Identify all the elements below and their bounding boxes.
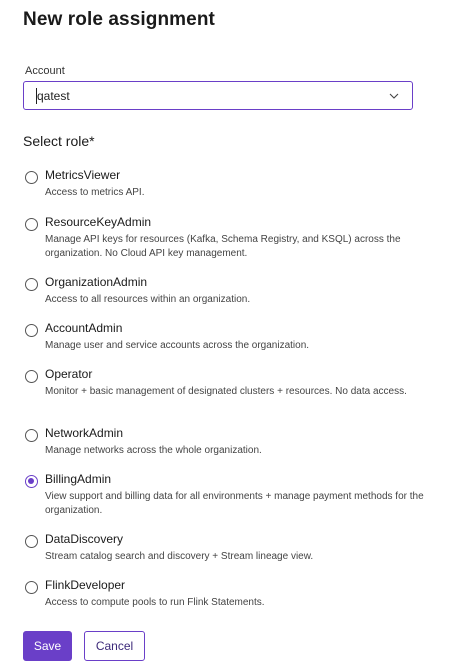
page-title: New role assignment — [23, 9, 215, 30]
account-select-value: qatest — [37, 89, 70, 103]
role-description: Manage API keys for resources (Kafka, Schema Registry, and KSQL) across the organization. No Cloud API key management. — [45, 234, 401, 259]
radio-button[interactable] — [25, 535, 38, 548]
role-description: View support and billing data for all environments + manage payment methods for the organization. — [45, 491, 424, 516]
radio-button[interactable] — [25, 370, 38, 383]
role-name: BillingAdmin — [45, 472, 112, 486]
radio-button-selected[interactable] — [25, 475, 38, 488]
role-description: Access to metrics API. — [45, 187, 145, 198]
role-description: Access to all resources within an organization. — [45, 294, 251, 305]
account-select[interactable] — [23, 81, 413, 110]
role-name: Operator — [45, 367, 93, 381]
role-name: OrganizationAdmin — [45, 275, 148, 289]
role-description: Manage user and service accounts across the organization. — [45, 340, 310, 351]
role-description: Access to compute pools to run Flink Statements. — [45, 597, 265, 608]
cancel-button[interactable]: Cancel — [84, 631, 145, 661]
radio-button[interactable] — [25, 218, 38, 231]
radio-button[interactable] — [25, 429, 38, 442]
radio-button[interactable] — [25, 581, 38, 594]
role-name: MetricsViewer — [45, 168, 121, 182]
radio-button[interactable] — [25, 278, 38, 291]
chevron-down-icon — [389, 91, 399, 101]
role-name: ResourceKeyAdmin — [45, 215, 152, 229]
role-description: Manage networks across the whole organization. — [45, 445, 262, 456]
radio-button[interactable] — [25, 171, 38, 184]
role-description: Stream catalog search and discovery + Stream lineage view. — [45, 551, 314, 562]
select-role-heading: Select role* — [23, 133, 95, 149]
save-button[interactable]: Save — [23, 631, 72, 661]
account-label: Account — [25, 65, 65, 77]
role-name: DataDiscovery — [45, 532, 124, 546]
role-name: FlinkDeveloper — [45, 578, 126, 592]
role-name: AccountAdmin — [45, 321, 123, 335]
role-name: NetworkAdmin — [45, 426, 124, 440]
role-description: Monitor + basic management of designated clusters + resources. No data access. — [45, 386, 407, 397]
radio-button[interactable] — [25, 324, 38, 337]
